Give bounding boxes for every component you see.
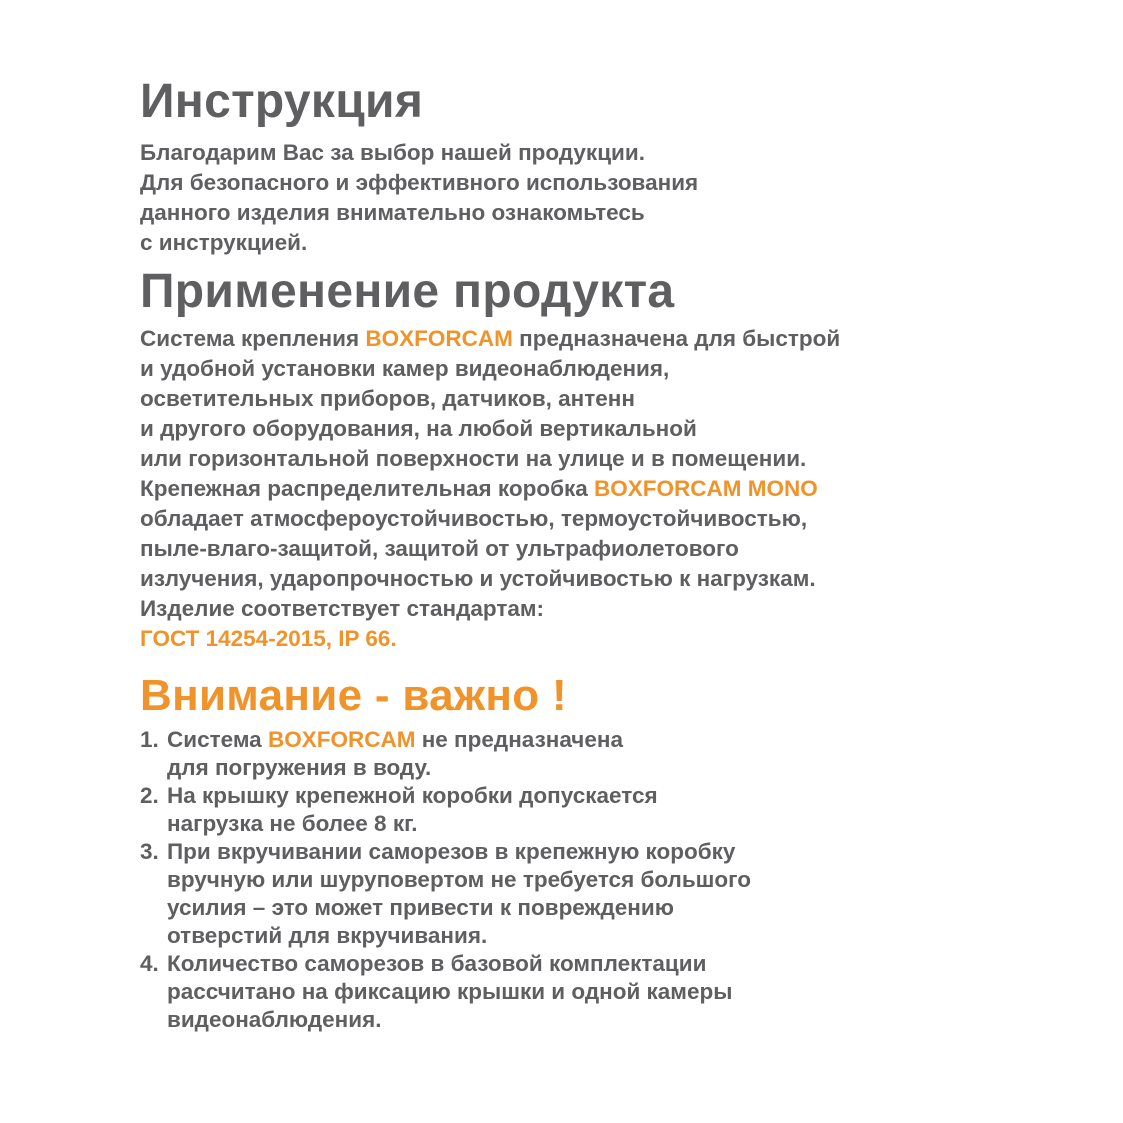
item-line: видеонаблюдения. (167, 1007, 382, 1032)
usage-line: излучения, ударопрочностью и устойчивостью к нагрузкам. (140, 566, 816, 591)
instruction-page (140, 72, 1100, 1034)
warning-item (140, 950, 1100, 1034)
usage-text: предназначена для быстрой (512, 326, 841, 351)
standards-text: ГОСТ 14254-2015, IP 66. (140, 626, 397, 651)
instruction-intro (140, 138, 1100, 258)
usage-description (140, 324, 1100, 654)
item-line: вручную или шуруповертом не требуется большого (167, 867, 751, 892)
warning-list (140, 726, 1100, 1034)
item-line: рассчитано на фиксацию крышки и одной камеры (167, 979, 733, 1004)
usage-line: обладает атмосфероустойчивостью, термоустойчивостью, (140, 506, 808, 531)
warning-item (140, 782, 1100, 838)
item-line: усилия – это может привести к повреждению (167, 895, 674, 920)
item-line: для погружения в воду. (167, 755, 432, 780)
usage-line (140, 324, 1100, 354)
brand-name: BOXFORCAM (267, 727, 416, 752)
item-line (167, 726, 1100, 754)
item-text: не предназначена (415, 727, 623, 752)
warning-item (140, 726, 1100, 782)
usage-text: Система крепления (140, 326, 366, 351)
usage-line: и удобной установки камер видеонаблюдения, (140, 356, 670, 381)
warning-item (140, 838, 1100, 950)
item-number: 1. (140, 727, 159, 752)
item-line: При вкручивании саморезов в крепежную коробку (167, 839, 736, 864)
intro-line: Для безопасного и эффективного использования (140, 170, 699, 195)
instruction-title: Инструкция (140, 75, 424, 128)
item-line: Количество саморезов в базовой комплектации (167, 951, 707, 976)
intro-line: данного изделия внимательно ознакомьтесь (140, 200, 645, 225)
usage-title: Применение продукта (140, 265, 675, 318)
usage-line: или горизонтальной поверхности на улице и в помещении. (140, 446, 807, 471)
usage-line: осветительных приборов, датчиков, антенн (140, 386, 635, 411)
warning-title: Внимание - важно ! (140, 671, 567, 720)
item-text: Система (167, 727, 268, 752)
intro-line: с инструкцией. (140, 230, 308, 255)
brand-name-mono: BOXFORCAM MONO (594, 476, 818, 501)
item-line: нагрузка не более 8 кг. (167, 811, 418, 836)
item-line: На крышку крепежной коробки допускается (167, 783, 658, 808)
item-number: 4. (140, 951, 159, 976)
usage-line: пыле-влаго-защитой, защитой от ультрафиолетового (140, 536, 739, 561)
usage-line (140, 474, 1100, 504)
usage-line: Изделие соответствует стандартам: (140, 596, 545, 621)
item-line: отверстий для вкручивания. (167, 923, 488, 948)
item-number: 2. (140, 783, 159, 808)
usage-text: Крепежная распределительная коробка (140, 476, 595, 501)
item-number: 3. (140, 839, 159, 864)
usage-line: и другого оборудования, на любой вертикальной (140, 416, 697, 441)
intro-line: Благодарим Вас за выбор нашей продукции. (140, 140, 645, 165)
brand-name: BOXFORCAM (365, 326, 513, 351)
